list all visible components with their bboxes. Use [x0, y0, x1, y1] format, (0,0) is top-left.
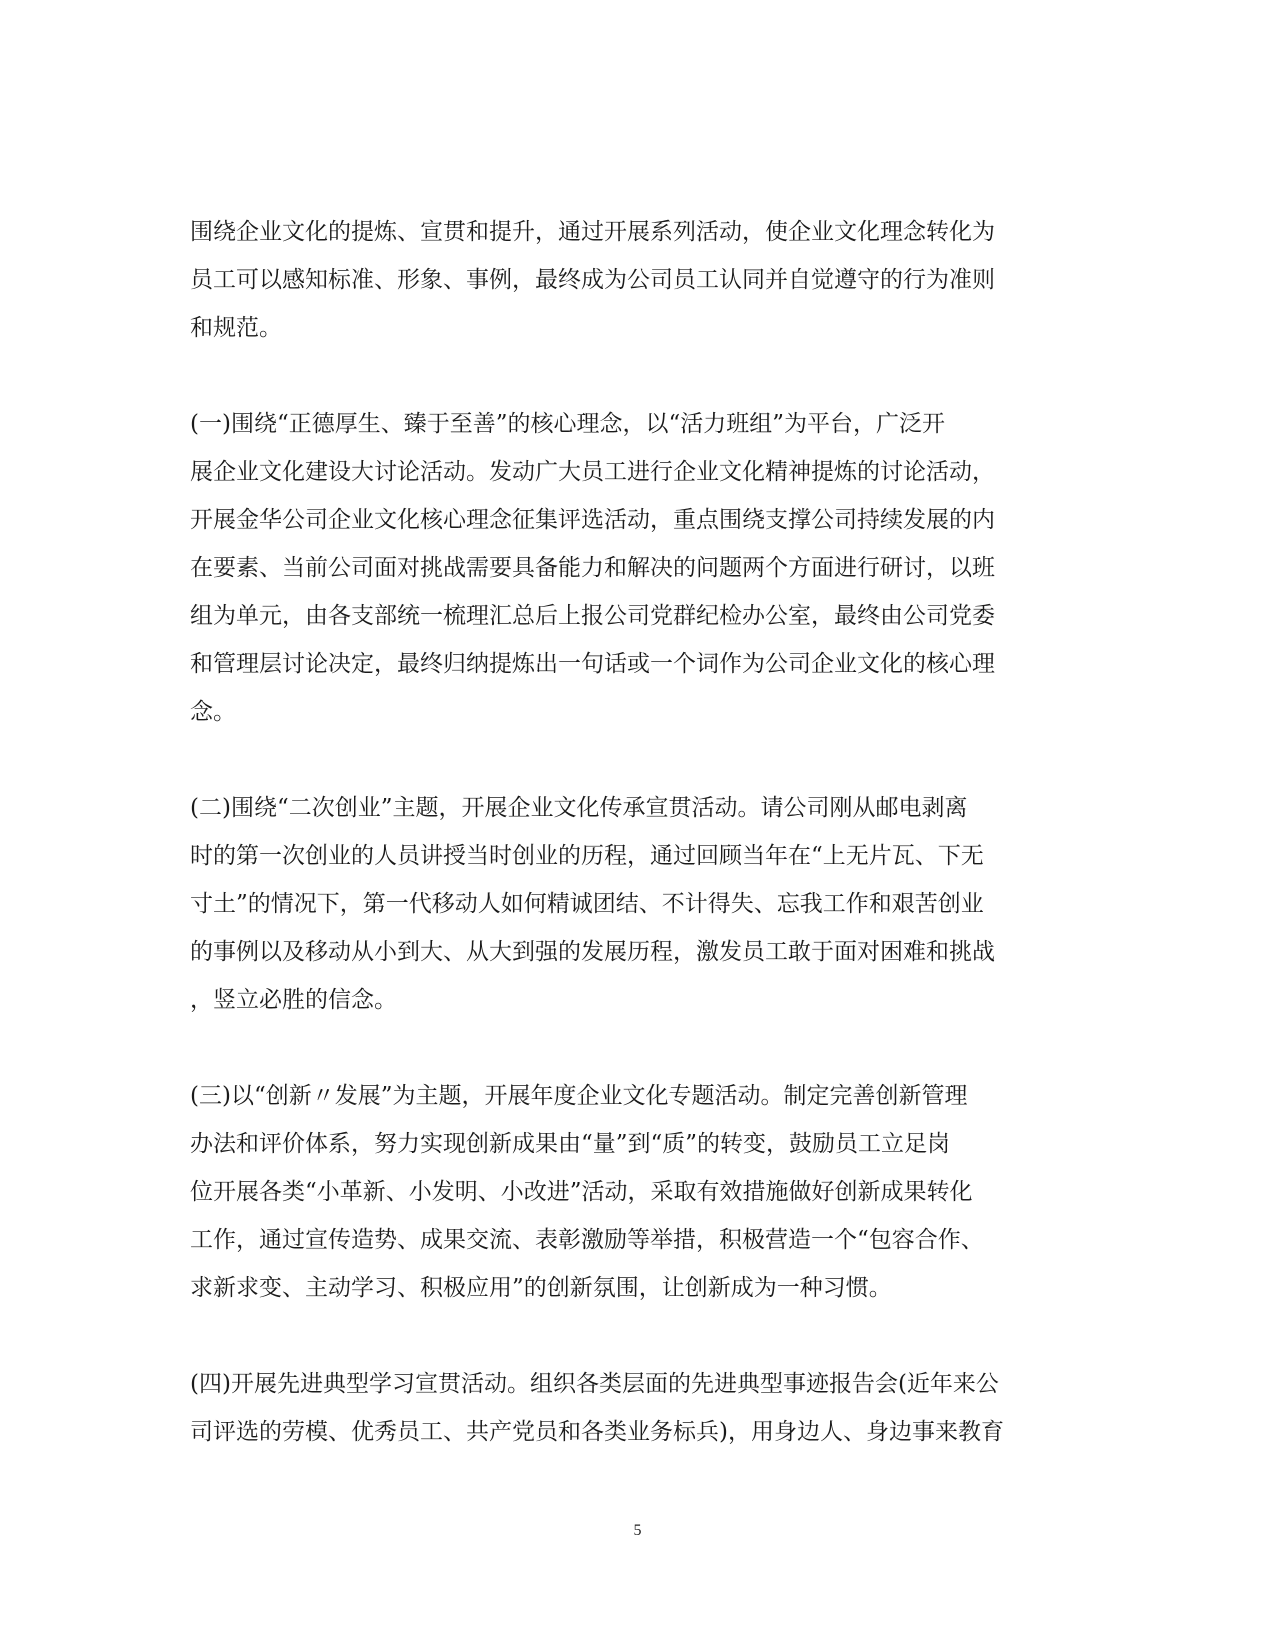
text-line: 位开展各类“小革新、小发明、小改进”活动，采取有效措施做好创新成果转化 [190, 1179, 973, 1205]
text-line: (二)围绕“二次创业”主题，开展企业文化传承宣贯活动。请公司刚从邮电剥离 [190, 795, 968, 821]
text-line: 的事例以及移动从小到大、从大到强的发展历程，激发员工敢于面对困难和挑战 [190, 939, 995, 965]
page-number: 5 [633, 1522, 642, 1539]
text-line: 组为单元，由各支部统一梳理汇总后上报公司党群纪检办公室，最终由公司党委 [190, 603, 995, 629]
text-line: 展企业文化建设大讨论活动。发动广大员工进行企业文化精神提炼的讨论活动， [190, 459, 995, 485]
text-line: 司评选的劳模、优秀员工、共产党员和各类业务标兵)，用身边人、身边事来教育 [190, 1419, 1004, 1445]
text-line: 寸土”的情况下，第一代移动人如何精诚团结、不计得失、忘我工作和艰苦创业 [190, 891, 984, 917]
paragraph-intro [190, 208, 1070, 352]
text-line: 工作，通过宣传造势、成果交流、表彰激励等举措，积极营造一个“包容合作、 [190, 1227, 984, 1253]
text-line: 时的第一次创业的人员讲授当时创业的历程，通过回顾当年在“上无片瓦、下无 [190, 843, 984, 869]
paragraph-spacer [190, 352, 1070, 400]
paragraph-spacer [190, 1312, 1070, 1360]
text-line: 员工可以感知标准、形象、事例，最终成为公司员工认同并自觉遵守的行为准则 [190, 267, 995, 293]
paragraph-section-4 [190, 1360, 1070, 1456]
text-line: 办法和评价体系，努力实现创新成果由“量”到“质”的转变，鼓励员工立足岗 [190, 1131, 951, 1157]
text-line: (一)围绕“正德厚生、臻于至善”的核心理念，以“活力班组”为平台，广泛开 [190, 411, 945, 437]
text-line: (四)开展先进典型学习宣贯活动。组织各类层面的先进典型事迹报告会(近年来公 [190, 1371, 999, 1397]
text-line: 在要素、当前公司面对挑战需要具备能力和解决的问题两个方面进行研讨，以班 [190, 555, 995, 581]
paragraph-spacer [190, 1024, 1070, 1072]
text-line: ，竖立必胜的信念。 [190, 987, 397, 1013]
text-line: 开展金华公司企业文化核心理念征集评选活动，重点围绕支撑公司持续发展的内 [190, 507, 995, 533]
text-line: 和管理层讨论决定，最终归纳提炼出一句话或一个词作为公司企业文化的核心理 [190, 651, 995, 677]
text-line: 和规范。 [190, 315, 282, 341]
paragraph-section-2 [190, 784, 1070, 1024]
text-line: 念。 [190, 699, 236, 725]
text-line: 求新求变、主动学习、积极应用”的创新氛围，让创新成为一种习惯。 [190, 1275, 892, 1301]
paragraph-spacer [190, 736, 1070, 784]
paragraph-section-1 [190, 400, 1070, 736]
document-body [190, 208, 1070, 1456]
text-line: 围绕企业文化的提炼、宣贯和提升，通过开展系列活动，使企业文化理念转化为 [190, 219, 995, 245]
text-line: (三)以“创新〃发展”为主题，开展年度企业文化专题活动。制定完善创新管理 [190, 1083, 968, 1109]
paragraph-section-3 [190, 1072, 1070, 1312]
